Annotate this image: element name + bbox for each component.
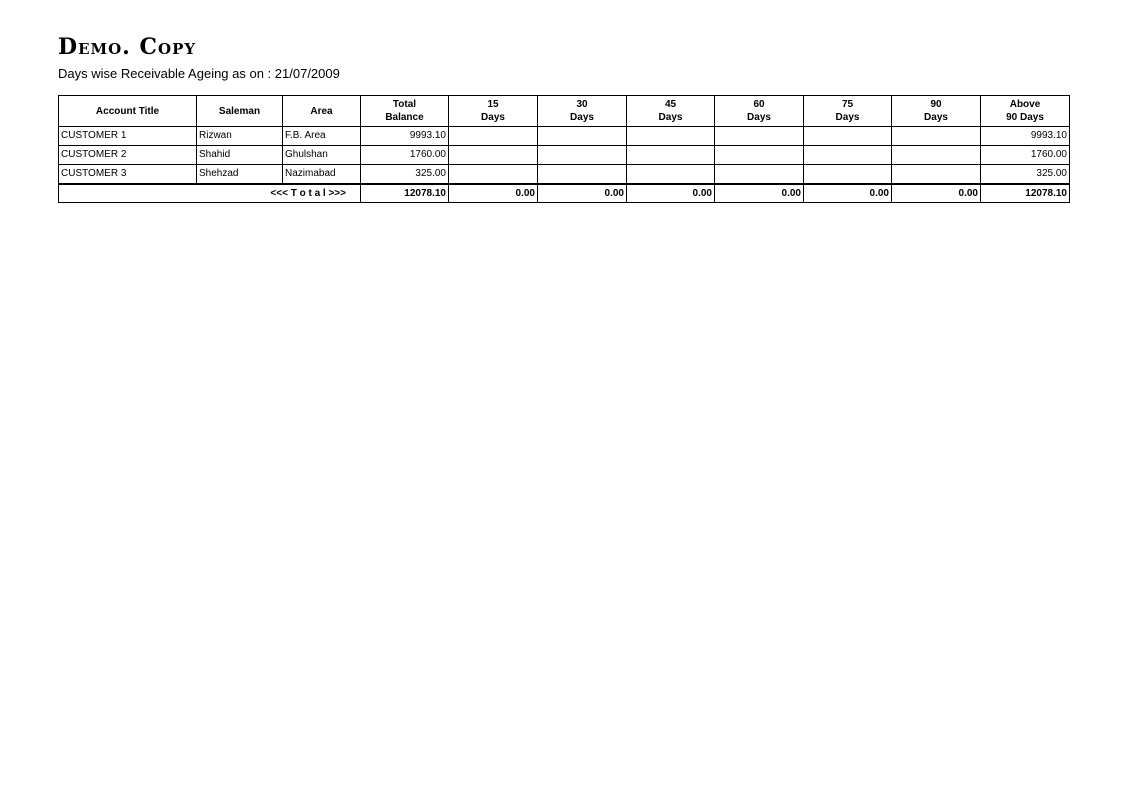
col-header-line1: Saleman	[218, 105, 261, 117]
col-header-area	[283, 96, 361, 127]
above-90-days-sum: 12078.10	[981, 184, 1070, 203]
col-header-line1: 90	[930, 99, 942, 110]
days-60-cell	[715, 127, 804, 146]
days-45-cell	[627, 146, 715, 165]
col-header-line1: 45	[664, 99, 677, 110]
days-45-cell	[627, 165, 715, 185]
days-45-cell	[627, 127, 715, 146]
days-75-sum: 0.00	[804, 184, 892, 203]
ageing-table	[58, 95, 1070, 203]
col-header-line1: 15	[487, 99, 499, 110]
table-row	[59, 127, 1070, 146]
col-header-line2: Days	[481, 112, 505, 123]
col-header-line1: Account Title	[95, 105, 160, 117]
days-60-sum: 0.00	[715, 184, 804, 203]
total-balance-cell: 1760.00	[361, 146, 449, 165]
days-90-cell	[892, 146, 981, 165]
col-header-line2: Days	[570, 112, 594, 123]
col-header-line2: Days	[924, 112, 948, 123]
col-header-30-days	[538, 96, 627, 127]
total-balance-sum: 12078.10	[361, 184, 449, 203]
col-header-line2: Days	[747, 112, 771, 123]
days-75-cell	[804, 165, 892, 185]
col-header-line1: Above	[1009, 99, 1041, 110]
totals-row	[59, 184, 1070, 203]
saleman-cell: Shehzad	[197, 165, 283, 185]
days-30-cell	[538, 165, 627, 185]
col-header-15-days	[449, 96, 538, 127]
col-header-90-days	[892, 96, 981, 127]
col-header-line2: Days	[658, 112, 683, 123]
days-75-cell	[804, 127, 892, 146]
report-title: Demo. Copy	[58, 34, 197, 60]
col-header-above-90-days	[981, 96, 1070, 127]
col-header-line1: 60	[753, 99, 765, 110]
days-60-cell	[715, 165, 804, 185]
above-90-days-cell: 1760.00	[981, 146, 1070, 165]
days-15-cell	[449, 165, 538, 185]
area-cell: F.B. Area	[283, 127, 361, 146]
days-15-cell	[449, 127, 538, 146]
col-header-line2: Balance	[385, 112, 424, 123]
col-header-saleman	[197, 96, 283, 127]
col-header-60-days	[715, 96, 804, 127]
col-header-total-balance	[361, 96, 449, 127]
days-75-cell	[804, 146, 892, 165]
col-header-line1: Total	[392, 99, 417, 110]
account-title-cell: CUSTOMER 1	[59, 127, 197, 146]
total-balance-cell: 325.00	[361, 165, 449, 185]
col-header-line2: Days	[835, 112, 860, 123]
days-30-sum: 0.00	[538, 184, 627, 203]
above-90-days-cell: 9993.10	[981, 127, 1070, 146]
days-15-sum: 0.00	[449, 184, 538, 203]
account-title-cell: CUSTOMER 2	[59, 146, 197, 165]
days-45-sum: 0.00	[627, 184, 715, 203]
saleman-cell: Shahid	[197, 146, 283, 165]
col-header-75-days	[804, 96, 892, 127]
col-header-account-title	[59, 96, 197, 127]
days-30-cell	[538, 127, 627, 146]
report-subtitle: Days wise Receivable Ageing as on : 21/07/2009	[58, 66, 340, 81]
table-row	[59, 146, 1070, 165]
table-row	[59, 165, 1070, 185]
area-cell: Nazimabad	[283, 165, 361, 185]
col-header-line1: Area	[310, 105, 333, 117]
account-title-cell: CUSTOMER 3	[59, 165, 197, 185]
col-header-45-days	[627, 96, 715, 127]
area-cell: Ghulshan	[283, 146, 361, 165]
days-60-cell	[715, 146, 804, 165]
days-90-sum: 0.00	[892, 184, 981, 203]
days-90-cell	[892, 127, 981, 146]
days-30-cell	[538, 146, 627, 165]
col-header-line1: 75	[841, 99, 854, 110]
col-header-line1: 30	[576, 99, 588, 110]
col-header-line2: 90 Days	[1006, 112, 1044, 123]
days-90-cell	[892, 165, 981, 185]
totals-label: <<< T o t a l >>>	[59, 184, 361, 203]
header-row	[59, 96, 1070, 127]
days-15-cell	[449, 146, 538, 165]
above-90-days-cell: 325.00	[981, 165, 1070, 185]
total-balance-cell: 9993.10	[361, 127, 449, 146]
saleman-cell: Rizwan	[197, 127, 283, 146]
